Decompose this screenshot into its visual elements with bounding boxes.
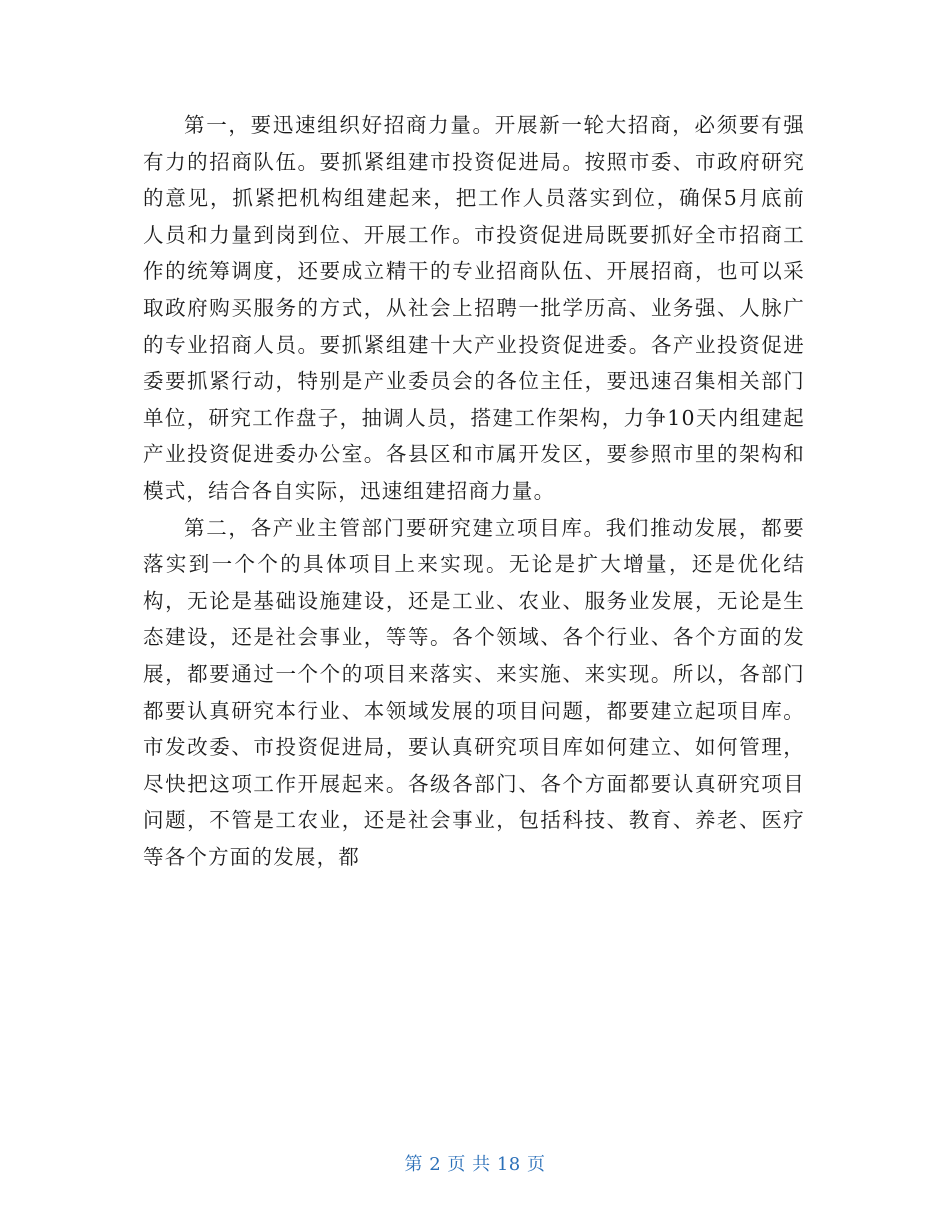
document-body — [143, 107, 805, 875]
page-number-footer: 第 2 页 共 18 页 — [404, 1154, 546, 1175]
paragraph-second-measure: 第二，各产业主管部门要研究建立项目库。我们推动发展，都要落实到一个个的具体项目上来实现。无论是扩大增量，还是优化结构，无论是基础设施建设，还是工业、农业、服务业发展，无论是生态建设，还是社会事业，等等。各个领域、各个行业、各个方面的发展，都要通过一个个的项目来落实、来实施、来实现。所以，各部门都要认真研究本行业、本领域发展的项目问题，都要建立起项目库。市发改委、市投资促进局，要认真研究项目库如何建立、如何管理，尽快把这项工作开展起来。各级各部门、各个方面都要认真研究项目问题，不管是工农业，还是社会事业，包括科技、教育、养老、医疗等各个方面的发展，都 — [143, 515, 805, 869]
paragraph-first-measure: 第一，要迅速组织好招商力量。开展新一轮大招商，必须要有强有力的招商队伍。要抓紧组建市投资促进局。按照市委、市政府研究的意见，抓紧把机构组建起来，把工作人员落实到位，确保5月底前人员和力量到岗到位、开展工作。市投资促进局既要抓好全市招商工作的统筹调度，还要成立精干的专业招商队伍、开展招商，也可以采取政府购买服务的方式，从社会上招聘一批学历高、业务强、人脉广的专业招商人员。要抓紧组建十大产业投资促进委。各产业投资促进委要抓紧行动，特别是产业委员会的各位主任，要迅速召集相关部门单位，研究工作盘子，抽调人员，搭建工作架构，力争10天内组建起产业投资促进委办公室。各县区和市属开发区，要参照市里的架构和模式，结合各自实际，迅速组建招商力量。 — [143, 113, 805, 503]
